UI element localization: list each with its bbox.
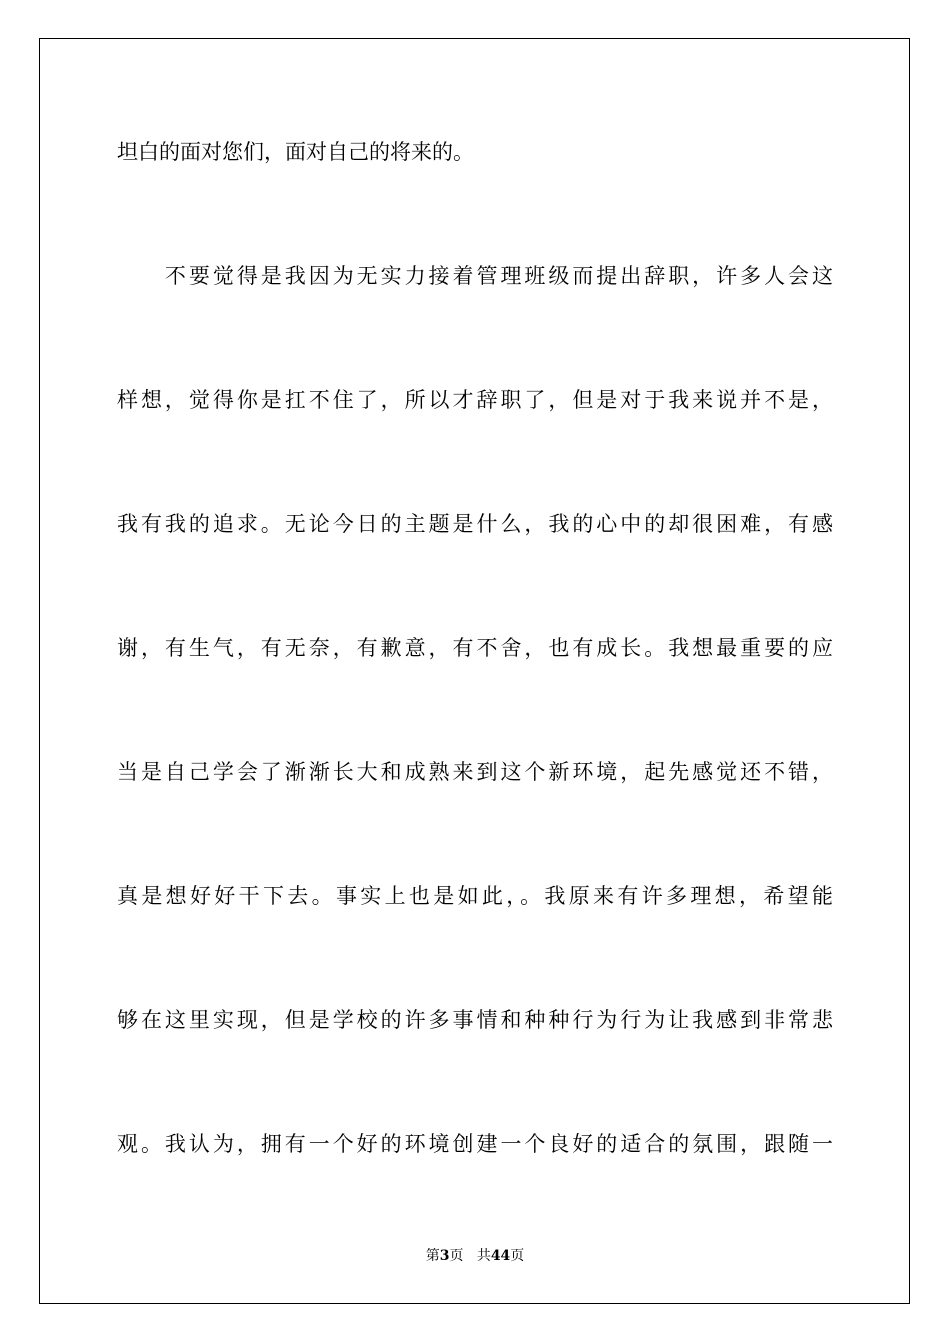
text-line-2: 不要觉得是我因为无实力接着管理班级而提出辞职，许多人会这	[117, 264, 833, 288]
total-prefix: 共	[476, 1248, 491, 1264]
text-line-1: 坦白的面对您们，面对自己的将来的。	[117, 140, 474, 164]
text-line-8: 够在这里实现，但是学校的许多事情和种种行为行为让我感到非常悲	[117, 1008, 833, 1032]
total-pages: 44	[490, 1248, 511, 1264]
total-suffix: 页	[510, 1248, 525, 1264]
text-line-4: 我有我的追求。无论今日的主题是什么，我的心中的却很困难，有感	[117, 512, 833, 536]
page-number: 3	[439, 1248, 450, 1264]
text-line-6: 当是自己学会了渐渐长大和成熟来到这个新环境，起先感觉还不错，	[117, 760, 833, 784]
text-line-3: 样想，觉得你是扛不住了，所以才辞职了，但是对于我来说并不是，	[117, 388, 833, 412]
text-line-5: 谢，有生气，有无奈，有歉意，有不舍，也有成长。我想最重要的应	[117, 636, 833, 660]
page-prefix: 第	[425, 1248, 440, 1264]
text-line-9: 观。我认为，拥有一个好的环境创建一个良好的适合的氛围，跟随一	[117, 1132, 833, 1156]
page-footer	[0, 1246, 950, 1266]
page-suffix: 页	[449, 1248, 464, 1264]
page-border	[39, 38, 910, 1304]
text-line-7: 真是想好好干下去。事实上也是如此，。我原来有许多理想，希望能	[117, 884, 833, 908]
